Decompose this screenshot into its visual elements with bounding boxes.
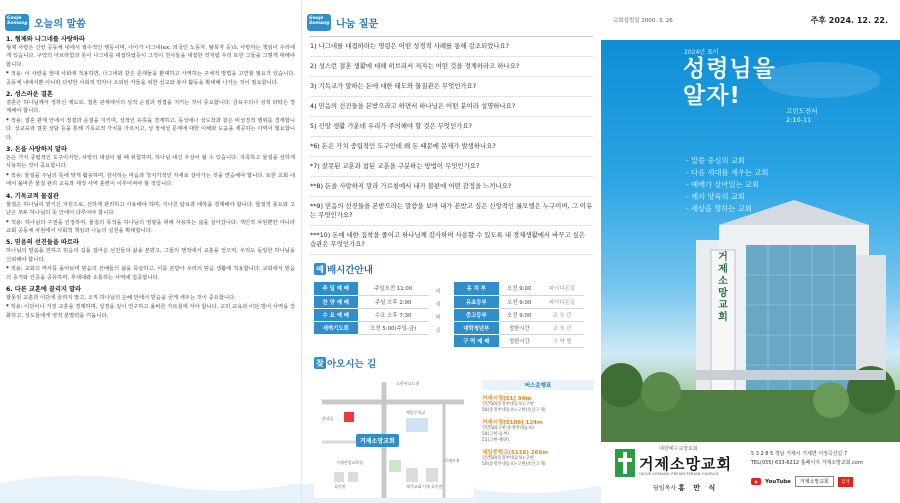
- building-sign: 거제소망교회: [718, 252, 728, 323]
- services-heading: [314, 262, 373, 276]
- search-button: 검색: [838, 477, 853, 487]
- dept-time: 정한시간: [499, 321, 540, 334]
- cross-logo-icon: [615, 449, 635, 477]
- service-time: 수요 오후 7:30: [358, 308, 429, 321]
- question-list: [302, 36, 601, 255]
- bus-line: 51(고현-해양): [482, 438, 509, 443]
- place-label: 거제 호민관: [422, 484, 443, 489]
- cover-top-bar: [601, 0, 900, 40]
- table-row: [454, 282, 584, 295]
- question-item: 4) 믿음의 선진들을 본받으라고 하면서 하나님은 어떤 분이라 설명하나요?: [310, 97, 593, 117]
- section-title: 나눔 질문: [336, 18, 379, 30]
- sermon-point: [6, 91, 295, 142]
- apply-marker: *: [6, 219, 9, 226]
- table-row: [314, 282, 429, 295]
- questions-header: [307, 12, 601, 32]
- dept-time: 정한시간: [499, 334, 540, 347]
- point-heading: 1. 형제와 나그네를 사랑하라: [6, 36, 85, 43]
- dept-name: 구 역 예 배: [454, 334, 499, 347]
- bus-line: 50(송정부대동보)-고현(옥산고개): [482, 462, 546, 467]
- vision-list: [686, 155, 768, 215]
- service-name: 새벽기도회: [314, 321, 358, 334]
- church-map-label: 거제소망교회: [356, 434, 399, 447]
- table-row: [314, 295, 429, 308]
- point-body: 잘못된 교훈과 이단에 끌리지 말고, 오직 하나님의 은혜 안에서 믿음을 굳게 세우는 것이 중요합니다.: [6, 294, 236, 301]
- dept-name: 유초등부: [454, 295, 499, 308]
- question-item: *7) 잘못된 교훈과 참된 교훈을 구분하는 방법이 무엇인가요?: [310, 157, 593, 177]
- dept-place: 교 육 관: [540, 321, 584, 334]
- verse-book: 고린도전서: [786, 107, 818, 115]
- section-title: 오늘의 말씀: [34, 18, 86, 30]
- denomination: 대한예수교장로회: [659, 446, 698, 452]
- point-body: 결혼은 하나님께서 정하신 제도로, 결혼 관계에서의 성적 순결과 정결을 지키는 것이 중요합니다. 금욕주의나 성적 타락은 경계해야 합니다.: [6, 100, 295, 115]
- bus-stop: 제일중학교(5116) 266m: [482, 450, 549, 456]
- point-heading: 6. 다른 교훈에 끌리지 말라: [6, 285, 82, 293]
- point-application: [6, 172, 295, 189]
- cover-panel: [601, 0, 900, 503]
- bulletin-date: 주후 2024. 12. 22.: [810, 15, 888, 25]
- contact-info: [751, 450, 891, 468]
- apply-marker: *: [6, 117, 9, 124]
- table-row: [314, 321, 429, 334]
- bus-route: [482, 394, 594, 414]
- apply-text: 적용: 물질을 주님의 뜻에 맞게 활용하며, 감사하는 마음과 청지기적인 자세로 살아가는 것을 연습해야 합니다. 또한 교회 내에서 올바른 물질 관리 교육과 재정 사역 훈련이 이루어져야 할 것입니다.: [6, 172, 295, 188]
- church-mini-logo: Geoje Somang: [307, 14, 331, 31]
- point-heading: 5. 믿음의 선진들을 따르라: [6, 239, 79, 247]
- place-char: 실: [435, 328, 441, 334]
- point-heading: 2. 성스러운 결혼: [6, 91, 53, 99]
- dept-place: 파이디온실: [540, 282, 584, 295]
- table-row: [454, 295, 584, 308]
- verse-chapter: 2:10-11: [786, 116, 812, 124]
- question-item: **9) 믿음의 선진들을 본받으라는 말씀을 보며 내가 본받고 싶은 신앙적인 롤모델은 누구이며, 그 이유는 무엇인가요?: [310, 197, 593, 226]
- question-item: 1) 나그네를 대접하라는 명령은 어떤 성경적 사례를 통해 강조되었나요?: [310, 36, 593, 57]
- scripture-reference: [786, 107, 817, 125]
- point-heading: 3. 돈을 사랑하지 말라: [6, 146, 67, 154]
- service-time: 주일 오후 2:00: [358, 295, 429, 308]
- dept-place: 파이디온실: [540, 295, 584, 308]
- dept-name: 유 치 부: [454, 282, 499, 295]
- place-label: 제일중학교: [406, 410, 426, 415]
- theme-line: 알자!: [683, 83, 741, 109]
- question-item: *6) 돈은 가치 중립적인 도구인데 왜 돈 때문에 문제가 발생하나요?: [310, 137, 593, 157]
- service-time: 오전 5:00(주일-금): [358, 321, 429, 334]
- pastor-label: 담임목사: [653, 485, 677, 492]
- pastor: [653, 483, 718, 493]
- dept-time: 오전 9:00: [499, 282, 540, 295]
- point-heading: 4. 기독교적 물질관: [6, 192, 59, 200]
- bus-info: [482, 380, 594, 468]
- table-row: [314, 308, 429, 321]
- youtube-search: [751, 476, 891, 487]
- apply-text: 적용: 교회의 역사를 돌아보며 믿음의 선배들의 삶을 묵상하고, 이를 본받아 우리의 믿음 생활에 적용합니다. 교회에서 믿음의 증거와 간증을 공유하며, 후세대와 소통하는 사역에 집중합니다.: [6, 266, 295, 281]
- apply-text: 적용: 결혼 관계 안에서 정결과 순결을 지키며, 성적인 유혹을 경계하고, 동성애나 성도착과 같은 비성경적 행위를 경계합니다. 성교육과 결혼 상담 등을 통해 기독교적 가치를 가르치고, 성 정체성 문제에 대한 이해와 도움을 제공하는 사역이 필요합니다.: [6, 117, 295, 141]
- phone: TEL(055) 633-6212 홈페이지 거제소망교회.com: [751, 460, 863, 466]
- cover-image: [601, 40, 900, 442]
- vision-item: - 세상을 향하는 교회: [686, 204, 752, 213]
- apply-marker: *: [6, 304, 9, 311]
- place-label: 고현어나드림: [396, 381, 420, 386]
- pastor-name: 홍 만 식: [678, 484, 719, 492]
- place-label: 재가교회: [406, 484, 422, 489]
- table-row: [454, 334, 584, 347]
- vision-item: - 제자 양육의 교회: [686, 192, 745, 201]
- sermon-point: [6, 286, 295, 320]
- vision-item: - 예배가 살아있는 교회: [686, 180, 760, 189]
- place-char: 대: [435, 289, 441, 295]
- church-name: 거제소망교회: [639, 455, 732, 473]
- sermon-header: [5, 12, 301, 32]
- apply-marker: *: [6, 266, 9, 273]
- place-label: 산다들: [322, 416, 334, 421]
- bus-stop: 거제시청(5106) 124m: [482, 420, 543, 426]
- heading-rest: 아오시는 길: [327, 359, 377, 370]
- question-item: 5) 신앙 생활 가운데 우리가 주의해야 할 것은 무엇인가요?: [310, 117, 593, 137]
- service-name: 수 요 예 배: [314, 308, 358, 321]
- directions-map: [314, 372, 596, 498]
- bus-line: 일반50(송정부대동보)-고현: [482, 456, 534, 461]
- point-body: 물질은 하나님이 맡기신 자원으로, 선하게 관리하고 사용해야 하며, 지나친 탐욕과 애착을 경계해야 합니다. 물질적 풍요와 고난은 모두 하나님의 뜻 안에서 다루어야 합니다.: [6, 201, 295, 217]
- founding-date: 교회설립일 2000. 3. 26: [613, 18, 673, 24]
- point-application: [6, 265, 295, 282]
- dept-time: 오전 9:00: [499, 308, 540, 321]
- service-table-left: [314, 282, 429, 335]
- service-time: 주일오전 11:00: [358, 282, 429, 295]
- service-name: 찬 양 예 배: [314, 295, 358, 308]
- address: 5 3 2 8 5 경남 거제시 거제면 서정곡산길 7: [751, 451, 848, 457]
- year-theme: [683, 56, 776, 110]
- sermon-point: [6, 239, 295, 282]
- bus-line: 일반50(고현-송정부대동보): [482, 426, 534, 431]
- place-char: 예: [435, 302, 441, 308]
- question-item: 2) 성스런 결혼 생활에 대해 히브리서 저자는 어떤 것을 경계하라고 하나요?: [310, 57, 593, 77]
- point-application: [6, 117, 295, 142]
- point-body: 하나님의 말씀을 전하고 믿음의 길을 걸어온 선진들의 삶을 본받고, 그들의 행적에서 교훈을 얻으며, 우리도 동일한 하나님을 신뢰해야 합니다.: [6, 248, 295, 263]
- service-table-right: [454, 282, 584, 348]
- main-sanctuary-label: [432, 286, 444, 338]
- place-label: 거제시청: [444, 458, 460, 463]
- apply-text: 적용: 이 사랑을 현대 사회에 적용하면, 나그네와 같은 존재들을 환대하고 사역하는 구체적 방법을 고민할 필요가 있습니다. 공동체 내에서뿐 아니라 다양한 사회적 약자나 소외된 자들을 위한 선교와 봉사 활동을 확대해 나가는 것이 필요합니다.: [6, 71, 295, 86]
- heading-initial: 예: [314, 263, 326, 275]
- question-item: ***10) 돈에 대한 집착을 줄이고 하나님께 감사하며 사용할 수 있도록 내 경제생활에서 바꾸고 싶은 습관은 무엇인가요?: [310, 226, 593, 255]
- apply-marker: *: [6, 172, 9, 179]
- year-label: 2024년 표어: [684, 49, 719, 56]
- table-row: [454, 308, 584, 321]
- youtube-icon: [751, 478, 761, 485]
- bus-stop: 거제시청(51) 94m: [482, 396, 532, 402]
- bus-line: 50(송정부대동보)-고현(옥산고개): [482, 408, 546, 413]
- apply-marker: *: [6, 71, 9, 78]
- dept-name: 중고등부: [454, 308, 499, 321]
- point-application: [6, 219, 295, 236]
- bus-route: [482, 448, 594, 468]
- point-body: 돈은 가치 중립적인 도구이지만, 사랑의 대상이 될 때 위험하며, 하나님 대신 우상이 될 수 있습니다. 자족하고 물질을 선하게 사용하는 것이 중요합니다.: [6, 155, 295, 170]
- church-mini-logo: Geoje Somang: [5, 14, 29, 31]
- dept-place: 구 역 별: [540, 334, 584, 347]
- bus-line: 일반50(송정부대동보)-고현: [482, 402, 534, 407]
- dept-time: 오전 9:00: [499, 295, 540, 308]
- sermon-body: [0, 36, 301, 320]
- search-box: 거제소망교회: [795, 476, 834, 487]
- sermon-panel: [0, 0, 301, 503]
- point-application: [6, 303, 295, 320]
- place-char: 배: [435, 315, 441, 321]
- directions-heading: [314, 356, 376, 370]
- service-name: 주 일 예 배: [314, 282, 358, 295]
- dept-place: 교 육 관: [540, 308, 584, 321]
- youtube-label: YouTube: [765, 478, 791, 485]
- apply-text: 적용: 하나님의 주권을 인정하며, 물질의 목적을 하나님의 영광을 위해 사용하는 삶을 살아갑니다. 개인적 차원뿐만 아니라 교회 공동체 차원에서 사회적 책임과 나눔의 실천을 확대합니다.: [6, 219, 296, 234]
- question-item: **8) 돈을 사랑하지 말라 가르침에서 내가 불편에 어떤 감정을 느끼나요?: [310, 177, 593, 197]
- point-application: [6, 70, 295, 87]
- vision-item: - 말씀 중심의 교회: [686, 156, 745, 165]
- church-footer: [601, 442, 900, 503]
- place-label: 거제산림교육원: [336, 460, 364, 465]
- sermon-point: [6, 36, 295, 87]
- questions-panel: [301, 0, 601, 503]
- theme-line: 성령님을: [683, 56, 776, 82]
- church-marker-icon: [344, 412, 354, 422]
- vision-item: - 다음 세대를 세우는 교회: [686, 168, 769, 177]
- bus-line: 50(고현-동부): [482, 432, 509, 437]
- sermon-point: [6, 193, 295, 236]
- place-label: 호민관: [334, 484, 346, 489]
- bus-title: 버스운행표: [482, 380, 594, 390]
- heading-initial: 찾: [314, 357, 326, 369]
- church-english-name: GEOJE SOMANG PRESBYTERIAN CHURCH: [639, 472, 719, 476]
- sermon-point: [6, 146, 295, 189]
- wave-decoration: [0, 463, 301, 503]
- bus-route: [482, 418, 594, 444]
- question-item: 3) 기독교가 말하는 돈에 대한 태도와 물질관은 무엇인가요?: [310, 77, 593, 97]
- dept-name: 대학청년부: [454, 321, 499, 334]
- apply-text: 적용: 이단이나 거짓 교훈을 경계하며, 성경을 깊이 연구하고 올바른 가르침에 서야 합니다. 교리 교육과 이단 방어 사역을 강화하고, 성도들에게 영적 분별력을 키웁니다.: [6, 304, 295, 319]
- heading-rest: 배시간안내: [327, 265, 373, 276]
- point-body: 형제 사랑은 신앙 공동체 내에서 필수적인 행동이며, 나아가 나그네(ex. 외국인 노동자, 탈북자 등)도 사랑하는 책임이 우리에게 있습니다. 구약의 아브라함과 롯이 나그네를 대접하였듯이 그것이 천사들을 대접한 것처럼 우리 또한 그들을 그렇게 대해야 합니다.: [6, 45, 295, 68]
- table-row: [454, 321, 584, 334]
